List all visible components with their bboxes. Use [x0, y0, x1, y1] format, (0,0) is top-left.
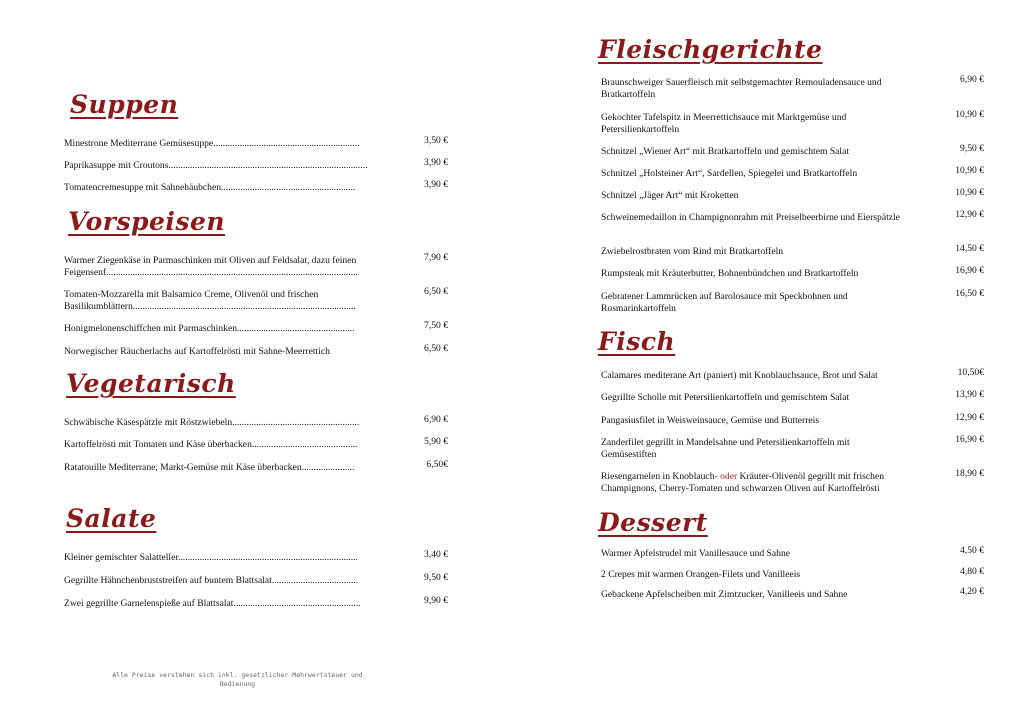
item-description: Tomatencremesuppe mit Sahnehäubchen........................................................ — [64, 182, 356, 193]
menu-item — [598, 187, 988, 202]
item-description-part: Riesengarnelen in Knoblauch- — [601, 471, 721, 482]
item-price: 16,90 € — [955, 434, 984, 445]
item-description: Kleiner gemischter Salatteller........................................................................... — [64, 552, 358, 563]
item-price: 12,90 € — [955, 412, 984, 423]
item-description: Calamares mediterane Art (paniert) mit Knoblauchsauce, Brot und Salat — [601, 370, 878, 381]
menu-item — [64, 414, 448, 429]
menu-item — [598, 389, 988, 404]
menu-item — [598, 143, 988, 158]
item-price: 10,90 € — [955, 165, 984, 176]
item-description: Schnitzel „Holsteiner Art“, Sardellen, Spiegelei und Bratkartoffeln — [601, 168, 858, 179]
item-price: 10,50€ — [957, 367, 984, 378]
section-heading-fleischgerichte: Fleischgerichte — [598, 35, 823, 64]
menu-item — [598, 412, 988, 427]
item-description: Pangasiusfilet in Weisweinsauce, Gemüse und Butterreis — [601, 415, 820, 426]
menu-item — [64, 549, 448, 564]
item-description: Paprikasuppe mit Croutons................................................................................... — [64, 160, 368, 171]
menu-item — [598, 165, 988, 180]
menu-item — [64, 252, 448, 279]
item-price: 6,90 € — [960, 74, 984, 85]
menu-item — [64, 286, 448, 313]
menu-item — [598, 265, 988, 280]
item-price: 18,90 € — [955, 468, 984, 479]
item-price: 9,90 € — [424, 595, 448, 606]
item-description: 2 Crepes mit warmen Orangen-Filets und Vanilleeis — [601, 569, 801, 580]
menu-item — [598, 243, 988, 258]
item-price: 4,50 € — [960, 545, 984, 556]
menu-item — [64, 135, 448, 150]
menu-item — [64, 436, 448, 451]
item-price: 14,50 € — [955, 243, 984, 254]
item-description: Schwäbische Käsespätzle mit Röstzwiebeln..................................................... — [64, 417, 360, 428]
menu-item — [598, 566, 988, 581]
item-price: 10,90 € — [955, 109, 984, 120]
item-description: Tomaten-Mozzarella mit Balsamico Creme, Olivenöl und frischen Basilikumblättern............................................................................................. — [64, 289, 356, 312]
menu-item — [598, 468, 988, 495]
menu-item — [64, 157, 448, 172]
section-heading-fisch: Fisch — [598, 327, 676, 356]
item-description: Schnitzel „Wiener Art“ mit Bratkartoffeln und gemischtem Salat — [601, 146, 849, 157]
menu-item — [64, 320, 448, 335]
item-description: Norwegischer Räucherlachs auf Kartoffelrösti mit Sahne-Meerrettich — [64, 346, 330, 357]
item-price: 10,90 € — [955, 187, 984, 198]
footnote-line: Bedienung — [219, 680, 256, 688]
menu-item — [598, 434, 988, 461]
item-price: 7,90 € — [424, 252, 448, 263]
menu-item — [64, 459, 448, 474]
menu-item — [64, 343, 448, 358]
menu-item — [598, 545, 988, 560]
section-heading-dessert: Dessert — [598, 508, 708, 537]
item-price: 6,50 € — [424, 343, 448, 354]
item-description: Kartoffelrösti mit Tomaten und Käse überbacken............................................ — [64, 439, 358, 450]
item-price: 3,40 € — [424, 549, 448, 560]
item-description: Gebackene Apfelscheiben mit Zimtzucker, Vanilleeis und Sahne — [601, 589, 848, 600]
item-description: Warmer Ziegenkäse in Parmaschinken mit Oliven auf Feldsalat, dazu feinen Feigensenf......................................................................................................... — [64, 255, 358, 278]
item-price: 6,50€ — [426, 459, 448, 470]
item-description: Minestrone Mediterrane Gemüsesuppe............................................................. — [64, 138, 360, 149]
item-description: Honigmelonenschiffchen mit Parmaschinken................................................. — [64, 323, 355, 334]
item-description: Gegrillte Scholle mit Petersilienkartoffeln und gemischtem Salat — [601, 392, 850, 403]
section-heading-vegetarisch: Vegetarisch — [66, 369, 236, 398]
section-heading-vorspeisen: Vorspeisen — [68, 207, 226, 236]
item-price: 6,90 € — [424, 414, 448, 425]
menu-item — [598, 586, 988, 601]
item-description-part: Kräuter-Olivenöl gegrillt mit frischen Champignons, Cherry-Tomaten und schwarzen Oliven auf Kartoffelrösti — [601, 471, 885, 494]
item-price: 4,80 € — [960, 566, 984, 577]
item-description: Rumpsteak mit Kräuterbutter, Bohnenbündchen und Bratkartoffeln — [601, 268, 859, 279]
item-description: Gebratener Lammrücken auf Barolosauce mit Speckbohnen und Rosmarinkartoffeln — [601, 291, 848, 314]
item-price: 12,90 € — [955, 209, 984, 220]
item-description: Gekochter Tafelspitz in Meerrettichsauce mit Marktgemüse und Petersilienkartoffeln — [601, 112, 847, 135]
item-description: Ratatouille Mediterrane, Markt-Gemüse mit Käse überbacken...................... — [64, 462, 355, 473]
item-price: 5,90 € — [424, 436, 448, 447]
item-price: 16,50 € — [955, 288, 984, 299]
item-price: 3,90 € — [424, 179, 448, 190]
item-price: 9,50 € — [960, 143, 984, 154]
item-description: Zwiebelrostbraten vom Rind mit Bratkartoffeln — [601, 246, 784, 257]
item-price: 9,50 € — [424, 572, 448, 583]
item-price: 7,50 € — [424, 320, 448, 331]
item-description: Braunschweiger Sauerfleisch mit selbstgemachter Remouladensauce und Bratkartoffeln — [601, 77, 882, 100]
item-description: Warmer Apfelstrudel mit Vanillesauce und Sahne — [601, 548, 791, 559]
item-price: 13,90 € — [955, 389, 984, 400]
highlighted-word: oder — [720, 471, 738, 482]
menu-item — [598, 74, 988, 101]
menu-item — [598, 288, 988, 315]
item-description: Schweinemedaillon in Champignonrahm mit Preiselbeerbirne und Eierspätzle — [601, 212, 900, 223]
section-heading-suppen: Suppen — [70, 90, 179, 119]
menu-item — [64, 595, 448, 610]
item-price: 16,90 € — [955, 265, 984, 276]
menu-item — [598, 209, 988, 224]
price-footnote — [100, 671, 375, 689]
item-price: 3,90 € — [424, 157, 448, 168]
menu-item — [598, 367, 988, 382]
menu-item — [64, 572, 448, 587]
item-description: Zwei gegrillte Garnelenspieße auf Blattsalat..................................................... — [64, 598, 361, 609]
item-description: Zanderfilet gegrillt in Mandelsahne und Petersilienkartoffeln mit Gemüsestiften — [601, 437, 850, 460]
item-price: 3,50 € — [424, 135, 448, 146]
footnote-line: Alle Preise verstehen sich inkl. gesetzlicher Mehrwertsteuer und — [112, 671, 363, 679]
section-heading-salate: Salate — [66, 504, 157, 533]
menu-item — [598, 109, 988, 136]
item-description: Schnitzel „Jäger Art“ mit Kroketten — [601, 190, 739, 201]
item-description: Gegrillte Hähnchenbruststreifen auf buntem Blattsalat.................................... — [64, 575, 359, 586]
item-price: 6,50 € — [424, 286, 448, 297]
item-description — [598, 471, 901, 495]
menu-item — [64, 179, 448, 194]
item-price: 4,20 € — [960, 586, 984, 597]
